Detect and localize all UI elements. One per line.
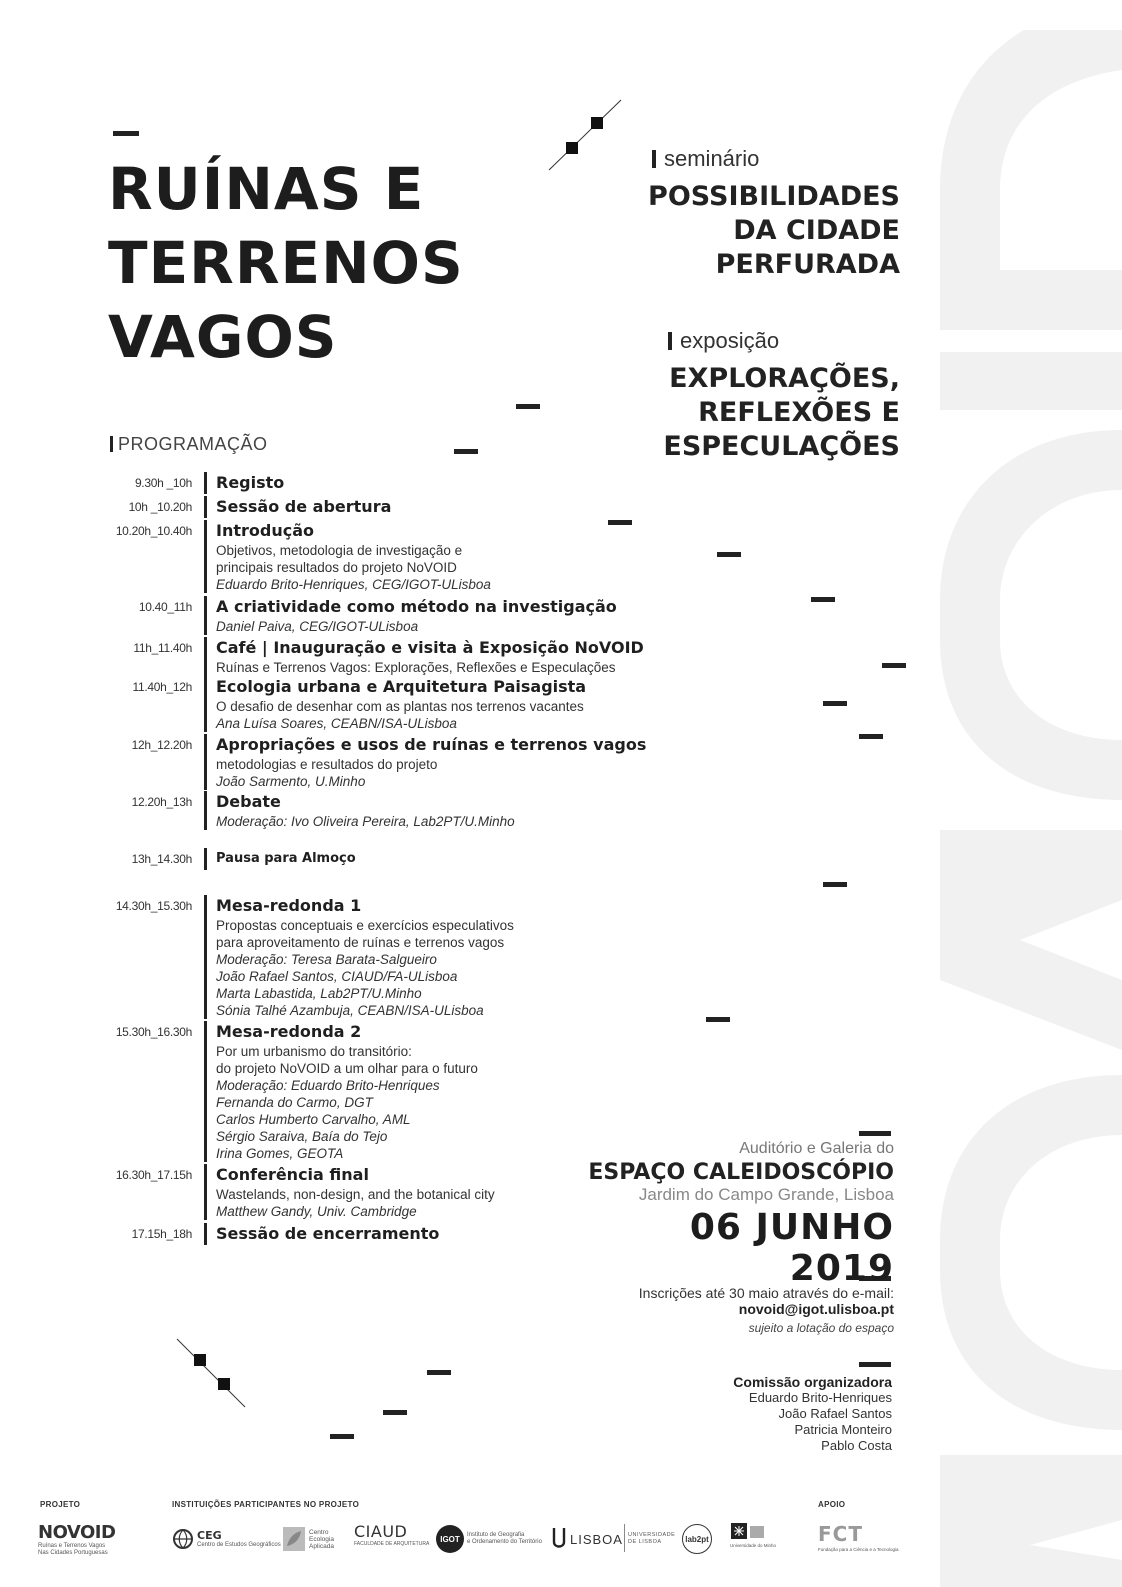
programme-speaker: Fernanda do Carmo, DGT bbox=[216, 1095, 373, 1110]
programme-description: para aproveitamento de ruínas e terrenos vagos bbox=[216, 935, 505, 950]
committee-member: Pablo Costa bbox=[821, 1438, 892, 1453]
decorative-dash bbox=[823, 701, 847, 706]
exhibition-kicker-row bbox=[540, 328, 900, 354]
programme-time: 17.15h_18h bbox=[131, 1227, 192, 1241]
decorative-dash bbox=[859, 1131, 891, 1136]
decorative-diagonal-graphic bbox=[175, 1337, 249, 1409]
programme-title: Debate bbox=[216, 792, 281, 811]
programme-description: principais resultados do projeto NoVOID bbox=[216, 560, 457, 575]
programme-title: Introdução bbox=[216, 521, 314, 540]
cba-logo-text: Centro bbox=[309, 1528, 329, 1536]
programme-title: Sessão de abertura bbox=[216, 497, 392, 516]
igot-logo-badge: IGOT bbox=[436, 1525, 464, 1553]
programme-speaker: Sónia Talhé Azambuja, CEABN/ISA-ULisboa bbox=[216, 1003, 484, 1018]
seminar-kicker-row bbox=[540, 146, 900, 172]
uminho-logo bbox=[730, 1522, 776, 1556]
ceg-logo-text: CEG bbox=[197, 1529, 222, 1542]
lab2pt-logo bbox=[682, 1522, 712, 1556]
programme-title: Sessão de encerramento bbox=[216, 1224, 440, 1243]
ulisboa-logo bbox=[552, 1522, 623, 1556]
novoid-logo-subtext: Ruínas e Terrenos Vagos bbox=[38, 1543, 106, 1549]
decorative-dash bbox=[454, 449, 478, 454]
committee-member: João Rafael Santos bbox=[778, 1406, 892, 1421]
venue-pretext: Auditório e Galeria do bbox=[739, 1140, 894, 1157]
programme-body bbox=[204, 791, 696, 830]
programme-description: do projeto NoVOID a um olhar para o futuro bbox=[216, 1061, 478, 1076]
programme-title: Café | Inauguração e visita à Exposição NoVOID bbox=[216, 638, 644, 657]
decorative-dash bbox=[859, 1362, 891, 1367]
fct-logo-text: FCT bbox=[818, 1522, 863, 1546]
registration-email[interactable]: novoid@igot.ulisboa.pt bbox=[738, 1301, 894, 1317]
programme-speaker: Matthew Gandy, Univ. Cambridge bbox=[216, 1204, 417, 1219]
programme-speaker: Daniel Paiva, CEG/IGOT-ULisboa bbox=[216, 619, 419, 634]
decorative-dash bbox=[859, 734, 883, 739]
programme-time: 9.30h _10h bbox=[134, 476, 192, 490]
seminar-title-line: POSSIBILIDADES bbox=[648, 181, 900, 212]
exhibition-title-line: REFLEXÕES E bbox=[698, 397, 900, 428]
venue-name: ESPAÇO CALEIDOSCÓPIO bbox=[588, 1160, 894, 1185]
programme-speaker: Ana Luísa Soares, CEABN/ISA-ULisboa bbox=[216, 716, 457, 731]
programme-speaker: Irina Gomes, GEOTA bbox=[216, 1146, 344, 1161]
seminar-title-line: DA CIDADE bbox=[733, 215, 900, 246]
cba-logo-text-group bbox=[309, 1529, 334, 1550]
exhibition-section bbox=[540, 328, 900, 464]
lisboa-logo-text: LISBOA bbox=[570, 1531, 623, 1547]
programme-title: Conferência final bbox=[216, 1165, 369, 1184]
programme-title: Apropriações e usos de ruínas e terrenos vagos bbox=[216, 735, 647, 754]
programme-title: A criatividade como método na investigação bbox=[216, 597, 617, 616]
bar-marker bbox=[668, 332, 672, 350]
committee-member: Eduardo Brito-Henriques bbox=[748, 1390, 892, 1405]
decorative-dash bbox=[516, 404, 540, 409]
committee-title: Comissão organizadora bbox=[733, 1374, 892, 1390]
programme-description: Objetivos, metodologia de investigação e bbox=[216, 543, 463, 558]
programme-title: Mesa-redonda 2 bbox=[216, 1022, 362, 1041]
cba-logo bbox=[282, 1522, 334, 1556]
decorative-dash bbox=[706, 1017, 730, 1022]
igot-logo-subtext: Instituto de Geografia bbox=[467, 1532, 525, 1538]
programme-title: Mesa-redonda 1 bbox=[216, 896, 362, 915]
uminho-crest-icon bbox=[730, 1522, 766, 1542]
seminar-kicker: seminário bbox=[664, 146, 760, 171]
support-label: APOIO bbox=[818, 1500, 846, 1509]
programme-speaker: Moderação: Ivo Oliveira Pereira, Lab2PT/U.Minho bbox=[216, 814, 515, 829]
programme-title: Pausa para Almoço bbox=[216, 851, 356, 866]
event-date: 06 JUNHO 2019 bbox=[689, 1207, 894, 1289]
programme-body bbox=[204, 520, 696, 593]
programme-description: metodologias e resultados do projeto bbox=[216, 757, 438, 772]
programme-description: O desafio de desenhar com as plantas nos terrenos vacantes bbox=[216, 699, 584, 714]
venue-location: Jardim do Campo Grande, Lisboa bbox=[638, 1185, 894, 1204]
seminar-title-line: PERFURADA bbox=[715, 249, 900, 280]
programme-body bbox=[204, 848, 696, 870]
programme-title: Ecologia urbana e Arquitetura Paisagista bbox=[216, 677, 587, 696]
igot-logo-text-group bbox=[467, 1532, 542, 1546]
leaf-icon bbox=[282, 1526, 306, 1552]
decorative-dash bbox=[383, 1410, 407, 1415]
ulisboa-text: UNIVERSIDADE bbox=[628, 1532, 676, 1538]
programme-body bbox=[204, 596, 696, 635]
programme-description: Por um urbanismo do transitório: bbox=[216, 1044, 412, 1059]
u-shape-icon bbox=[552, 1527, 566, 1551]
programme-description: Wastelands, non-design, and the botanical city bbox=[216, 1187, 495, 1202]
fct-logo-subtext: Fundação para a Ciência e a Tecnologia bbox=[818, 1547, 899, 1552]
programme-body bbox=[204, 496, 696, 518]
decorative-dash bbox=[823, 882, 847, 887]
ulisboa-text: DE LISBOA bbox=[628, 1539, 662, 1545]
exhibition-title-line: ESPECULAÇÕES bbox=[663, 431, 900, 462]
programme-speaker: Moderação: Eduardo Brito-Henriques bbox=[216, 1078, 440, 1093]
programme-time: 14.30h_15.30h bbox=[115, 899, 192, 913]
programme-time: 10h _10.20h bbox=[128, 500, 192, 514]
programme-time: 13h_14.30h bbox=[131, 852, 192, 866]
programme-time: 16.30h_17.15h bbox=[115, 1168, 192, 1182]
decorative-dash bbox=[882, 663, 906, 668]
programme-label bbox=[110, 434, 268, 455]
ceg-logo-text-group bbox=[197, 1529, 281, 1549]
cba-logo-text: Aplicada bbox=[309, 1542, 334, 1550]
registration-text: Inscrições até 30 maio através do e-mail: bbox=[638, 1285, 894, 1301]
novoid-watermark-graphic bbox=[930, 0, 1122, 1587]
programme-time: 11.40h_12h bbox=[132, 680, 192, 694]
programme-body bbox=[204, 472, 696, 494]
decorative-dash bbox=[330, 1434, 354, 1439]
programme-title: Registo bbox=[216, 473, 285, 492]
footer-logos bbox=[38, 1500, 908, 1570]
institutions-label: INSTITUIÇÕES PARTICIPANTES NO PROJETO bbox=[172, 1500, 360, 1509]
programme-body bbox=[204, 895, 696, 1019]
main-title-line: VAGOS bbox=[108, 303, 338, 371]
programme-speaker: João Rafael Santos, CIAUD/FA-ULisboa bbox=[216, 969, 458, 984]
novoid-logo bbox=[38, 1522, 115, 1556]
igot-logo-subtext: e Ordenamento do Território bbox=[467, 1539, 542, 1545]
lab2pt-logo-badge: lab2pt bbox=[682, 1524, 712, 1554]
decorative-dash bbox=[113, 131, 139, 136]
programme-speaker: Eduardo Brito-Henriques, CEG/IGOT-ULisboa bbox=[216, 577, 491, 592]
decorative-dash bbox=[427, 1370, 451, 1375]
ceg-logo bbox=[172, 1522, 281, 1556]
decorative-dash bbox=[717, 552, 741, 557]
programme-description: Propostas conceptuais e exercícios especulativos bbox=[216, 918, 514, 933]
venue-block bbox=[574, 1140, 894, 1289]
ulisboa-text-logo bbox=[628, 1522, 675, 1556]
ciaud-logo-subtext: FACULDADE DE ARQUITETURA bbox=[354, 1541, 430, 1547]
main-title-line: TERRENOS bbox=[108, 229, 464, 297]
programme-body bbox=[204, 676, 696, 732]
main-title-line: RUÍNAS E bbox=[108, 155, 425, 223]
programme-label-text: PROGRAMAÇÃO bbox=[118, 434, 268, 454]
programme-speaker: Moderação: Teresa Barata-Salgueiro bbox=[216, 952, 437, 967]
exhibition-kicker: exposição bbox=[680, 328, 780, 353]
programme-speaker: Marta Labastida, Lab2PT/U.Minho bbox=[216, 986, 422, 1001]
programme-time: 10.40_11h bbox=[138, 600, 192, 614]
bar-marker bbox=[110, 436, 113, 452]
cba-logo-text: Ecologia bbox=[309, 1535, 334, 1543]
organizing-committee bbox=[632, 1374, 892, 1454]
ciaud-logo-text: CIAUD bbox=[354, 1522, 408, 1541]
project-label: PROJETO bbox=[40, 1500, 81, 1509]
programme-time: 12.20h_13h bbox=[131, 795, 192, 809]
uminho-logo-text: Universidade do Minho bbox=[730, 1543, 777, 1548]
programme-speaker: Carlos Humberto Carvalho, AML bbox=[216, 1112, 411, 1127]
igot-logo bbox=[436, 1522, 542, 1556]
fct-logo bbox=[818, 1522, 898, 1556]
programme-time: 10.20h_10.40h bbox=[115, 524, 192, 538]
ceg-logo-subtext: Centro de Estudos Geográficos bbox=[197, 1542, 281, 1548]
globe-icon bbox=[172, 1528, 194, 1550]
novoid-logo-subtext: Nas Cidades Portuguesas bbox=[38, 1550, 108, 1556]
registration-block bbox=[554, 1285, 894, 1335]
committee-member: Patricia Monteiro bbox=[794, 1422, 892, 1437]
seminar-section bbox=[540, 146, 900, 282]
ciaud-logo bbox=[354, 1522, 429, 1556]
programme-time: 15.30h_16.30h bbox=[115, 1025, 192, 1039]
registration-note: sujeito a lotação do espaço bbox=[748, 1321, 894, 1335]
programme-description: Ruínas e Terrenos Vagos: Explorações, Reflexões e Especulações bbox=[216, 660, 616, 675]
background-novoid-lettering bbox=[930, 0, 1122, 1587]
programme-time: 12h_12.20h bbox=[131, 738, 192, 752]
programme-body bbox=[204, 637, 696, 676]
bar-marker bbox=[652, 150, 656, 168]
programme-body bbox=[204, 734, 696, 790]
programme-speaker: Sérgio Saraiva, Baía do Tejo bbox=[216, 1129, 388, 1144]
programme-time: 11h_11.40h bbox=[133, 641, 192, 655]
programme-speaker: João Sarmento, U.Minho bbox=[216, 774, 366, 789]
logo-divider bbox=[624, 1524, 625, 1552]
decorative-dash bbox=[811, 597, 835, 602]
exhibition-title-line: EXPLORAÇÕES, bbox=[669, 363, 900, 394]
main-title bbox=[108, 152, 464, 374]
novoid-logo-text: NOVOID bbox=[38, 1522, 116, 1543]
